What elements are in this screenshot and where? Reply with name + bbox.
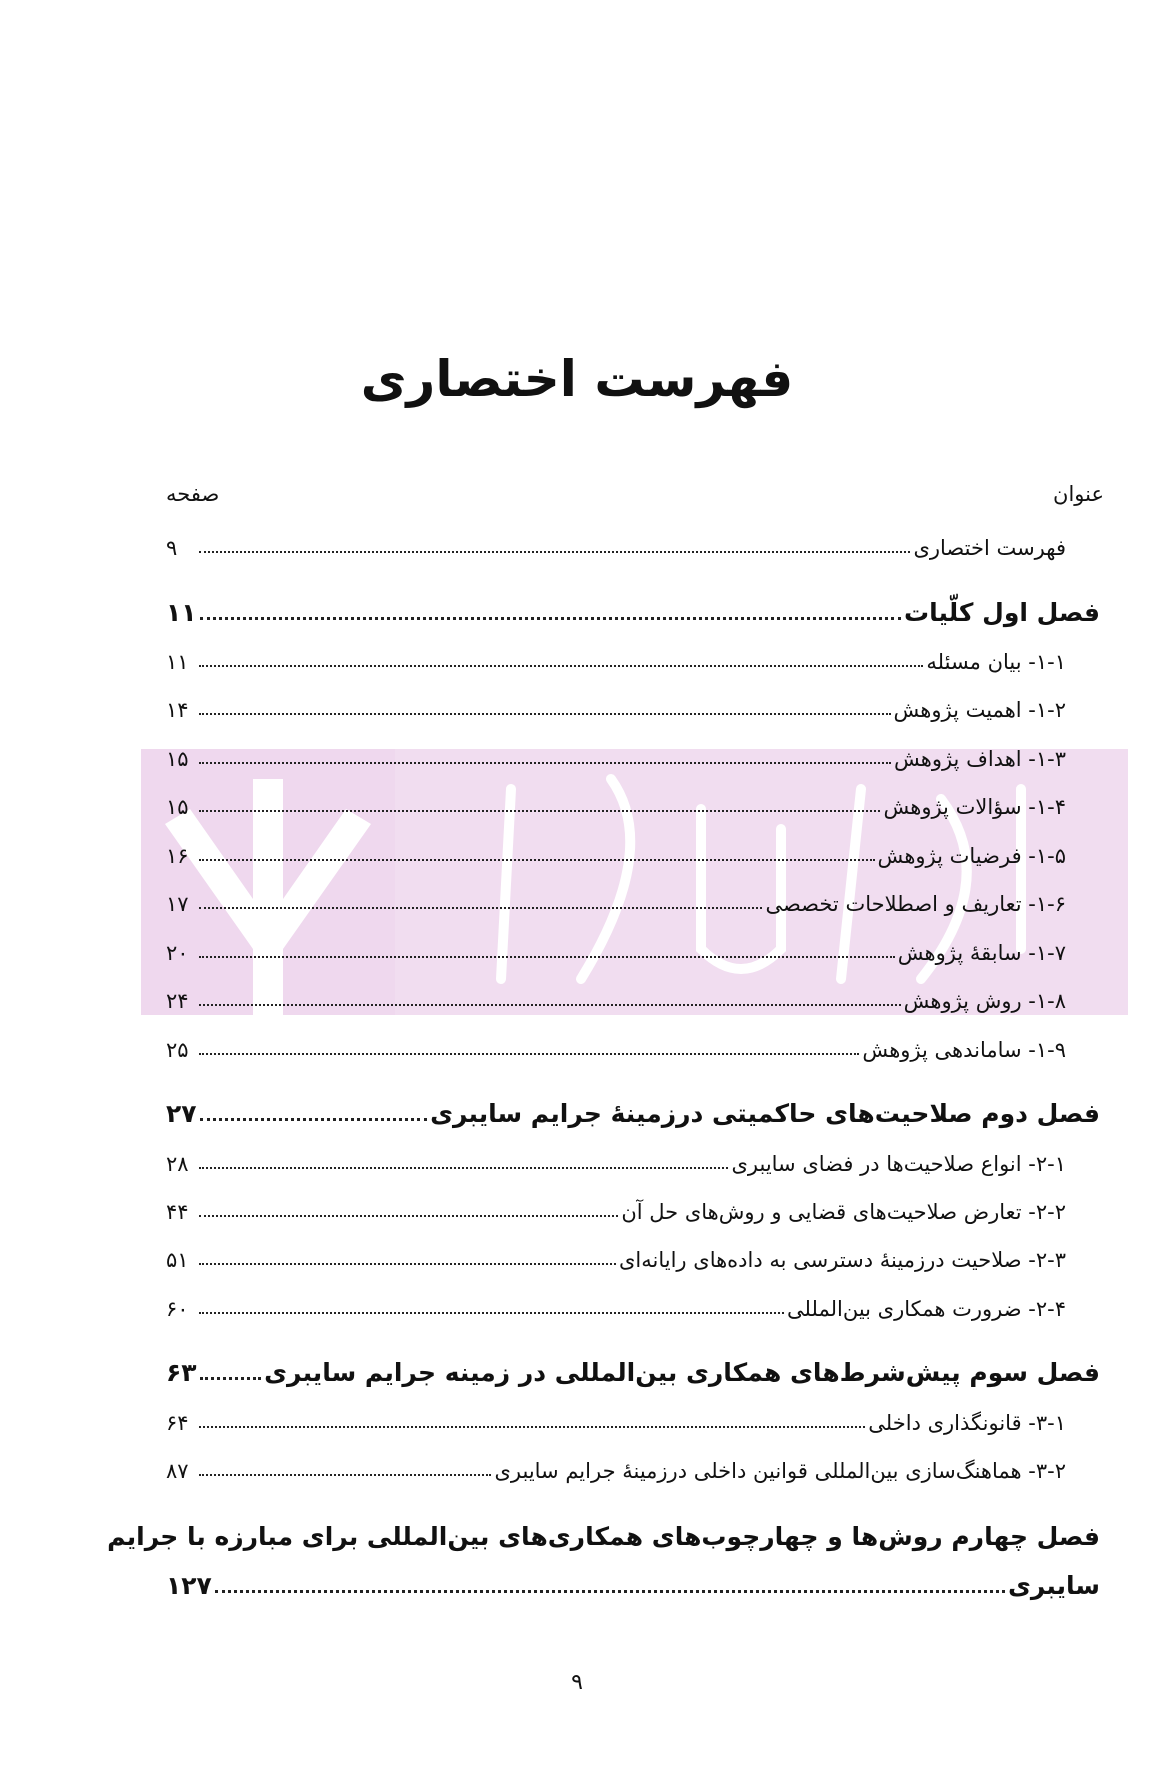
dot-leader bbox=[199, 907, 762, 909]
entry-page: ۱۵ bbox=[166, 795, 189, 819]
entry-page: ۱۵ bbox=[166, 747, 189, 771]
toc-entry[interactable] bbox=[166, 931, 1066, 965]
dot-leader bbox=[199, 956, 895, 958]
toc-entry[interactable] bbox=[166, 882, 1066, 916]
dot-leader bbox=[200, 1377, 262, 1380]
entry-title: ۱-۴- سؤالات پژوهش bbox=[883, 795, 1066, 819]
dot-leader bbox=[199, 1004, 901, 1006]
entry-title: ۳-۱- قانونگذاری داخلی bbox=[868, 1411, 1066, 1435]
entry-page: ۶۴ bbox=[166, 1411, 189, 1435]
entry-page: ۴۴ bbox=[166, 1200, 189, 1224]
entry-page: ۲۸ bbox=[166, 1152, 189, 1176]
dot-leader bbox=[199, 762, 891, 764]
toc-entry[interactable] bbox=[166, 834, 1066, 868]
entry-title: ۱-۶- تعاریف و اصطلاحات تخصصی bbox=[765, 892, 1066, 916]
toc-entry[interactable] bbox=[166, 1449, 1066, 1483]
toc-entry[interactable] bbox=[166, 1190, 1066, 1224]
dot-leader bbox=[199, 859, 875, 861]
page-number: ۹ bbox=[571, 1670, 583, 1695]
entry-title: فصل دوم صلاحیت‌های حاکمیتی درزمینهٔ جرایم سایبری bbox=[430, 1099, 1100, 1128]
dot-leader bbox=[199, 1167, 728, 1169]
toc-entry[interactable] bbox=[166, 526, 1066, 560]
entry-title: ۱-۷- سابقهٔ پژوهش bbox=[897, 941, 1066, 965]
entry-title: ۳-۲- هماهنگ‌سازی بین‌المللی قوانین داخلی درزمینهٔ جرایم سایبری bbox=[494, 1459, 1066, 1483]
entry-page: ۱۱ bbox=[166, 598, 197, 627]
entry-page: ۱۴ bbox=[166, 698, 189, 722]
dot-leader bbox=[199, 665, 923, 667]
entry-page: ۹ bbox=[166, 536, 178, 560]
entry-title: فصل اول کلّیات bbox=[904, 598, 1100, 627]
toc-entry[interactable] bbox=[166, 1028, 1066, 1062]
entry-title: ۱-۱- بیان مسئله bbox=[926, 650, 1066, 674]
title-column-header: عنوان bbox=[1053, 482, 1104, 506]
toc-entry[interactable] bbox=[166, 688, 1066, 722]
dot-leader bbox=[199, 1474, 491, 1476]
entry-page: ۱۲۷ bbox=[166, 1571, 212, 1600]
toc-chapter[interactable] bbox=[166, 1347, 1100, 1387]
toc-entry[interactable] bbox=[166, 1401, 1066, 1435]
entry-title: ۱-۳- اهداف پژوهش bbox=[893, 747, 1066, 771]
toc-chapter[interactable] bbox=[166, 587, 1100, 627]
toc-chapter[interactable] bbox=[107, 1511, 1100, 1551]
page-column-header: صفحه bbox=[166, 482, 220, 506]
dot-leader bbox=[200, 617, 901, 620]
entry-title: ۱-۲- اهمیت پژوهش bbox=[893, 698, 1066, 722]
dot-leader bbox=[199, 551, 910, 553]
toc-entry[interactable] bbox=[166, 1238, 1066, 1272]
entry-page: ۲۷ bbox=[166, 1099, 197, 1128]
entry-page: ۲۰ bbox=[166, 941, 189, 965]
toc-entry[interactable] bbox=[166, 785, 1066, 819]
dot-leader bbox=[199, 1426, 865, 1428]
entry-title: ۱-۹- ساماندهی پژوهش bbox=[862, 1038, 1066, 1062]
toc-entry[interactable] bbox=[166, 1287, 1066, 1321]
entry-title: ۲-۳- صلاحیت درزمینهٔ دسترسی به داده‌های رایانه‌ای bbox=[618, 1248, 1066, 1272]
dot-leader bbox=[199, 810, 880, 812]
entry-page: ۶۰ bbox=[166, 1297, 189, 1321]
entry-title: فهرست اختصاری bbox=[913, 536, 1066, 560]
entry-title: ۲-۲- تعارض صلاحیت‌های قضایی و روش‌های حل آن bbox=[621, 1200, 1066, 1224]
page-title: فهرست اختصاری bbox=[360, 350, 794, 408]
entry-title: سایبری bbox=[1007, 1571, 1100, 1600]
entry-page: ۸۷ bbox=[166, 1459, 189, 1483]
entry-title: ۱-۵- فرضیات پژوهش bbox=[877, 844, 1066, 868]
toc-chapter-continued[interactable] bbox=[166, 1560, 1100, 1600]
dot-leader bbox=[199, 1312, 784, 1314]
toc-entry[interactable] bbox=[166, 640, 1066, 674]
dot-leader bbox=[215, 1590, 1005, 1593]
toc-entry[interactable] bbox=[166, 1142, 1066, 1176]
dot-leader bbox=[199, 713, 891, 715]
toc-entry[interactable] bbox=[166, 979, 1066, 1013]
dot-leader bbox=[199, 1263, 616, 1265]
entry-page: ۲۴ bbox=[166, 989, 189, 1013]
toc-chapter[interactable] bbox=[166, 1088, 1100, 1128]
dot-leader bbox=[199, 1053, 859, 1055]
entry-title: فصل سوم پیش‌شرط‌های همکاری بین‌المللی در زمینه جرایم سایبری bbox=[264, 1358, 1100, 1387]
entry-page: ۱۱ bbox=[166, 650, 189, 674]
dot-leader bbox=[199, 1215, 618, 1217]
entry-page: ۶۳ bbox=[166, 1358, 197, 1387]
entry-page: ۱۶ bbox=[166, 844, 189, 868]
dot-leader bbox=[200, 1118, 428, 1121]
entry-page: ۱۷ bbox=[166, 892, 189, 916]
entry-page: ۵۱ bbox=[166, 1248, 189, 1272]
entry-title: ۱-۸- روش پژوهش bbox=[903, 989, 1066, 1013]
toc-entry[interactable] bbox=[166, 737, 1066, 771]
entry-page: ۲۵ bbox=[166, 1038, 189, 1062]
entry-title: ۲-۱- انواع صلاحیت‌ها در فضای سایبری bbox=[731, 1152, 1066, 1176]
entry-title: فصل چهارم روش‌ها و چهارچوب‌های همکاری‌های بین‌المللی برای مبارزه با جرایم bbox=[107, 1522, 1100, 1551]
entry-title: ۲-۴- ضرورت همکاری بین‌المللی bbox=[787, 1297, 1066, 1321]
